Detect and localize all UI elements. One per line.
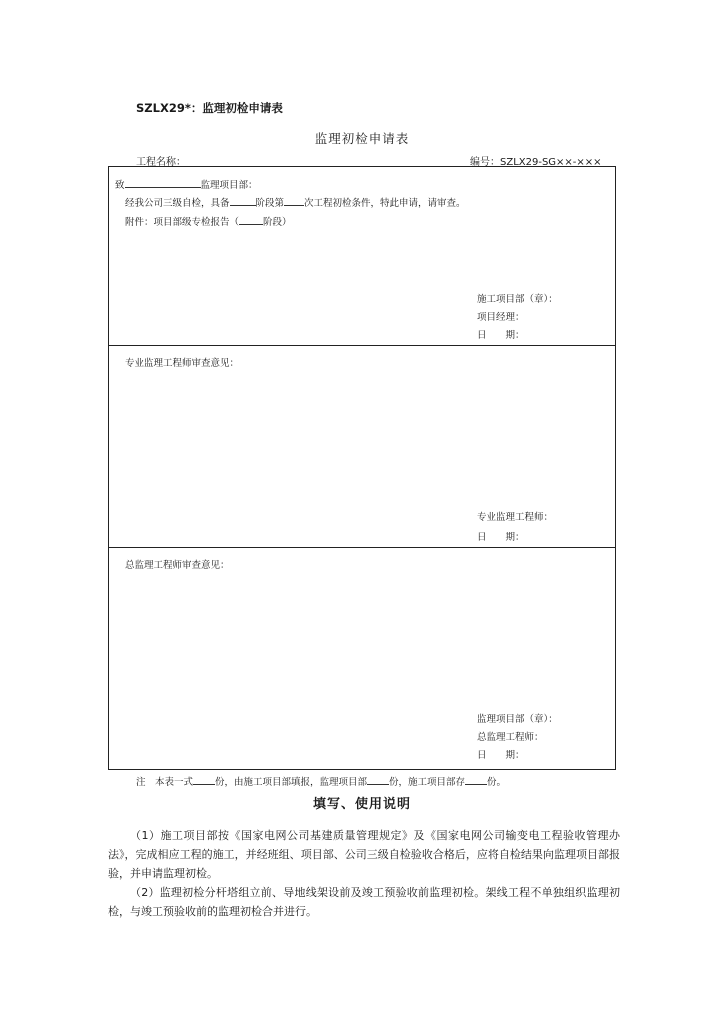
chief-review-section [109, 547, 615, 769]
form-table [108, 166, 616, 770]
addressee-prefix: 致 [115, 180, 125, 191]
attachment-stage-blank[interactable] [239, 214, 263, 225]
chief-engineer-label: 总监理工程师： [477, 732, 544, 743]
attachment-line [125, 214, 292, 228]
supervision-copies-blank[interactable] [367, 774, 389, 785]
count-blank[interactable] [284, 195, 304, 206]
attachment-text-b: 阶段） [263, 217, 292, 228]
copies-blank[interactable] [193, 774, 215, 785]
application-body [125, 195, 466, 209]
instruction-paragraph-2: （2）监理初检分杆塔组立前、导地线架设前及竣工预验收前监理初检。架线工程不单独组织监理初检，与竣工预验收前的监理初检合并进行。 [108, 886, 620, 918]
body-text-a: 经我公司三级自检，具备 [125, 198, 230, 209]
note-text-c: 份，施工项目部存 [389, 777, 466, 788]
note-text-a: 注 本表一式 [136, 777, 194, 788]
document-code: SZLX29*：监理初检申请表 [136, 101, 283, 115]
project-manager-label: 项目经理： [477, 312, 525, 323]
serial-number-label: 编号：SZLX29-SG××-××× [470, 157, 602, 168]
copies-note [136, 774, 506, 788]
professional-engineer-label: 专业监理工程师： [477, 512, 554, 523]
engineer-review-title: 专业监理工程师审查意见： [125, 358, 240, 369]
date-label: 日 期： [477, 750, 525, 761]
instruction-paragraph-1: （1）施工项目部按《国家电网公司基建质量管理规定》及《国家电网公司输变电工程验收管理办法》，完成相应工程的施工，并经班组、项目部、公司三级自检验收合格后，应将自检结果向监理项目部报验，并申请监理初检。 [108, 829, 620, 880]
attachment-text-a: 附件：项目部级专检报告（ [125, 217, 240, 228]
construction-copies-blank[interactable] [465, 774, 487, 785]
supervision-dept-seal-label: 监理项目部（章）： [477, 714, 558, 725]
construction-dept-seal-label: 施工项目部（章）： [477, 294, 558, 305]
instructions-title: 填写、使用说明 [312, 797, 411, 812]
addressee-suffix: 监理项目部： [200, 180, 258, 191]
date-label: 日 期： [477, 532, 525, 543]
project-name-label: 工程名称： [136, 157, 186, 168]
addressee-blank[interactable] [125, 177, 201, 188]
note-text-b: 份，由施工项目部填报，监理项目部 [215, 777, 368, 788]
chief-review-title: 总监理工程师审查意见： [125, 560, 230, 571]
form-title: 监理初检申请表 [314, 131, 410, 146]
application-section [109, 167, 615, 346]
body-text-c: 次工程初检条件，特此申请，请审查。 [304, 198, 466, 209]
stage-blank[interactable] [230, 195, 256, 206]
date-label: 日 期： [477, 330, 525, 341]
body-text-b: 阶段第 [255, 198, 285, 209]
note-text-d: 份。 [487, 777, 507, 788]
engineer-review-section [109, 345, 615, 548]
addressee-line [115, 177, 258, 191]
